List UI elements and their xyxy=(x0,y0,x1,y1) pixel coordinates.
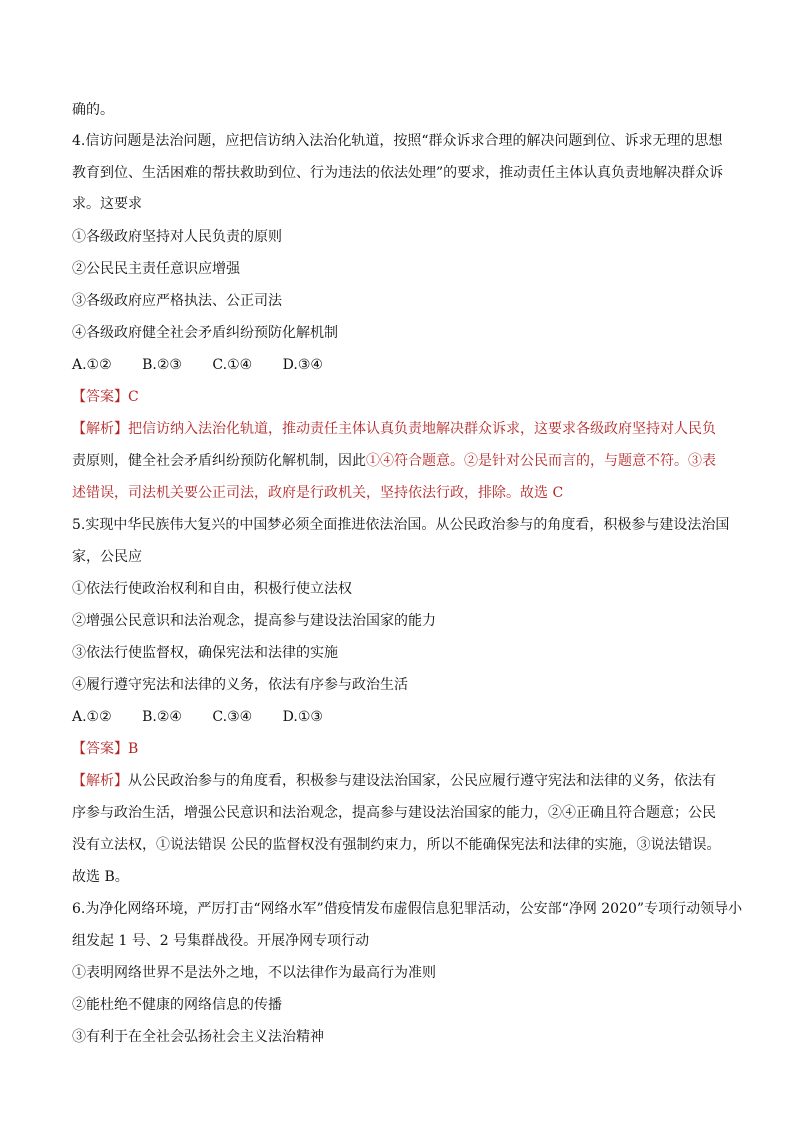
q4-explanation-line-1 xyxy=(72,418,716,440)
explanation-tag: 【解析】 xyxy=(72,773,128,789)
answer-tag: 【答案】 xyxy=(72,389,128,405)
q4-option-3: ③各级政府应严格执法、公正司法 xyxy=(72,293,282,309)
q4-stem-line-2: 教育到位、生活困难的帮扶救助到位、行为违法的依法处理”的要求，推动责任主体认真负责地解决群众诉 xyxy=(72,165,724,181)
answer-tag: 【答案】 xyxy=(72,741,128,757)
answer-value: B xyxy=(128,741,139,757)
q6-option-3: ③有利于在全社会弘扬社会主义法治精神 xyxy=(72,1029,324,1045)
q5-stem-line-2: 家，公民应 xyxy=(72,549,142,565)
q4-stem-line-1: 4.信访问题是法治问题，应把信访纳入法治化轨道，按照“群众诉求合理的解决问题到位、诉求无理的思想 xyxy=(72,133,723,149)
q5-choice-b: B.②④ xyxy=(142,709,182,725)
q4-choice-d: D.③④ xyxy=(282,357,323,373)
q5-explanation-line-4: 故选 B。 xyxy=(72,869,129,885)
q5-option-2: ②增强公民意识和法治观念，提高参与建设法治国家的能力 xyxy=(72,613,436,629)
answer-value: C xyxy=(128,389,139,405)
q6-stem-line-2: 组发起 1 号、2 号集群战役。开展净网专项行动 xyxy=(72,933,370,949)
q4-choice-a: A.①② xyxy=(72,357,112,373)
q4-answer xyxy=(72,386,139,408)
q4-option-4: ④各级政府健全社会矛盾纠纷预防化解机制 xyxy=(72,325,338,341)
explanation-tag: 【解析】 xyxy=(72,421,128,437)
q5-answer xyxy=(72,738,138,760)
continued-text: 确的。 xyxy=(72,102,114,118)
q5-stem-line-1: 5.实现中华民族伟大复兴的中国梦必须全面推进依法治国。从公民政治参与的角度看，积极参与建设法治国 xyxy=(72,517,730,533)
explanation-text-black: 责原则，健全社会矛盾纠纷预防化解机制，因此 xyxy=(72,453,366,469)
q4-choices xyxy=(72,354,323,376)
explanation-text: 把信访纳入法治化轨道，推动责任主体认真负责地解决群众诉求，这要求各级政府坚持对人民负 xyxy=(128,421,716,437)
q5-option-4: ④履行遵守宪法和法律的义务，依法有序参与政治生活 xyxy=(72,677,408,693)
q6-option-2: ②能杜绝不健康的网络信息的传播 xyxy=(72,997,282,1013)
explanation-text: 从公民政治参与的角度看，积极参与建设法治国家，公民应履行遵守宪法和法律的义务，依法有 xyxy=(128,773,716,789)
explanation-text-red: ①④符合题意。②是针对公民而言的，与题意不符。③表 xyxy=(366,453,716,469)
q5-explanation-line-3: 没有立法权，①说法错误 公民的监督权没有强制约束力，所以不能确保宪法和法律的实施，③说法错误。 xyxy=(72,837,721,853)
q4-explanation-line-3: 述错误，司法机关要公正司法，政府是行政机关，坚持依法行政，排除。故选 C xyxy=(72,485,564,501)
q5-option-3: ③依法行使监督权，确保宪法和法律的实施 xyxy=(72,645,338,661)
q5-option-1: ①依法行使政治权利和自由，积极行使立法权 xyxy=(72,581,352,597)
q5-choice-c: C.③④ xyxy=(212,709,253,725)
q5-explanation-line-2: 序参与政治生活，增强公民意识和法治观念，提高参与建设法治国家的能力，②④正确且符合题意；公民 xyxy=(72,805,716,821)
q4-explanation-line-2 xyxy=(72,450,716,472)
q6-stem-line-1: 6.为净化网络环境，严厉打击“网络水军”借疫情发布虚假信息犯罪活动，公安部“净网 2020”专项行动领导小 xyxy=(72,901,743,917)
q6-option-1: ①表明网络世界不是法外之地，不以法律作为最高行为准则 xyxy=(72,965,436,981)
q4-choice-b: B.②③ xyxy=(142,357,182,373)
q5-choices xyxy=(72,706,323,728)
q5-choice-d: D.①③ xyxy=(282,709,323,725)
q4-stem-line-3: 求。这要求 xyxy=(72,196,142,212)
q4-option-1: ①各级政府坚持对人民负责的原则 xyxy=(72,229,282,245)
q4-option-2: ②公民民主责任意识应增强 xyxy=(72,261,240,277)
q5-choice-a: A.①② xyxy=(72,709,112,725)
q5-explanation-line-1 xyxy=(72,770,716,792)
q4-choice-c: C.①④ xyxy=(212,357,253,373)
